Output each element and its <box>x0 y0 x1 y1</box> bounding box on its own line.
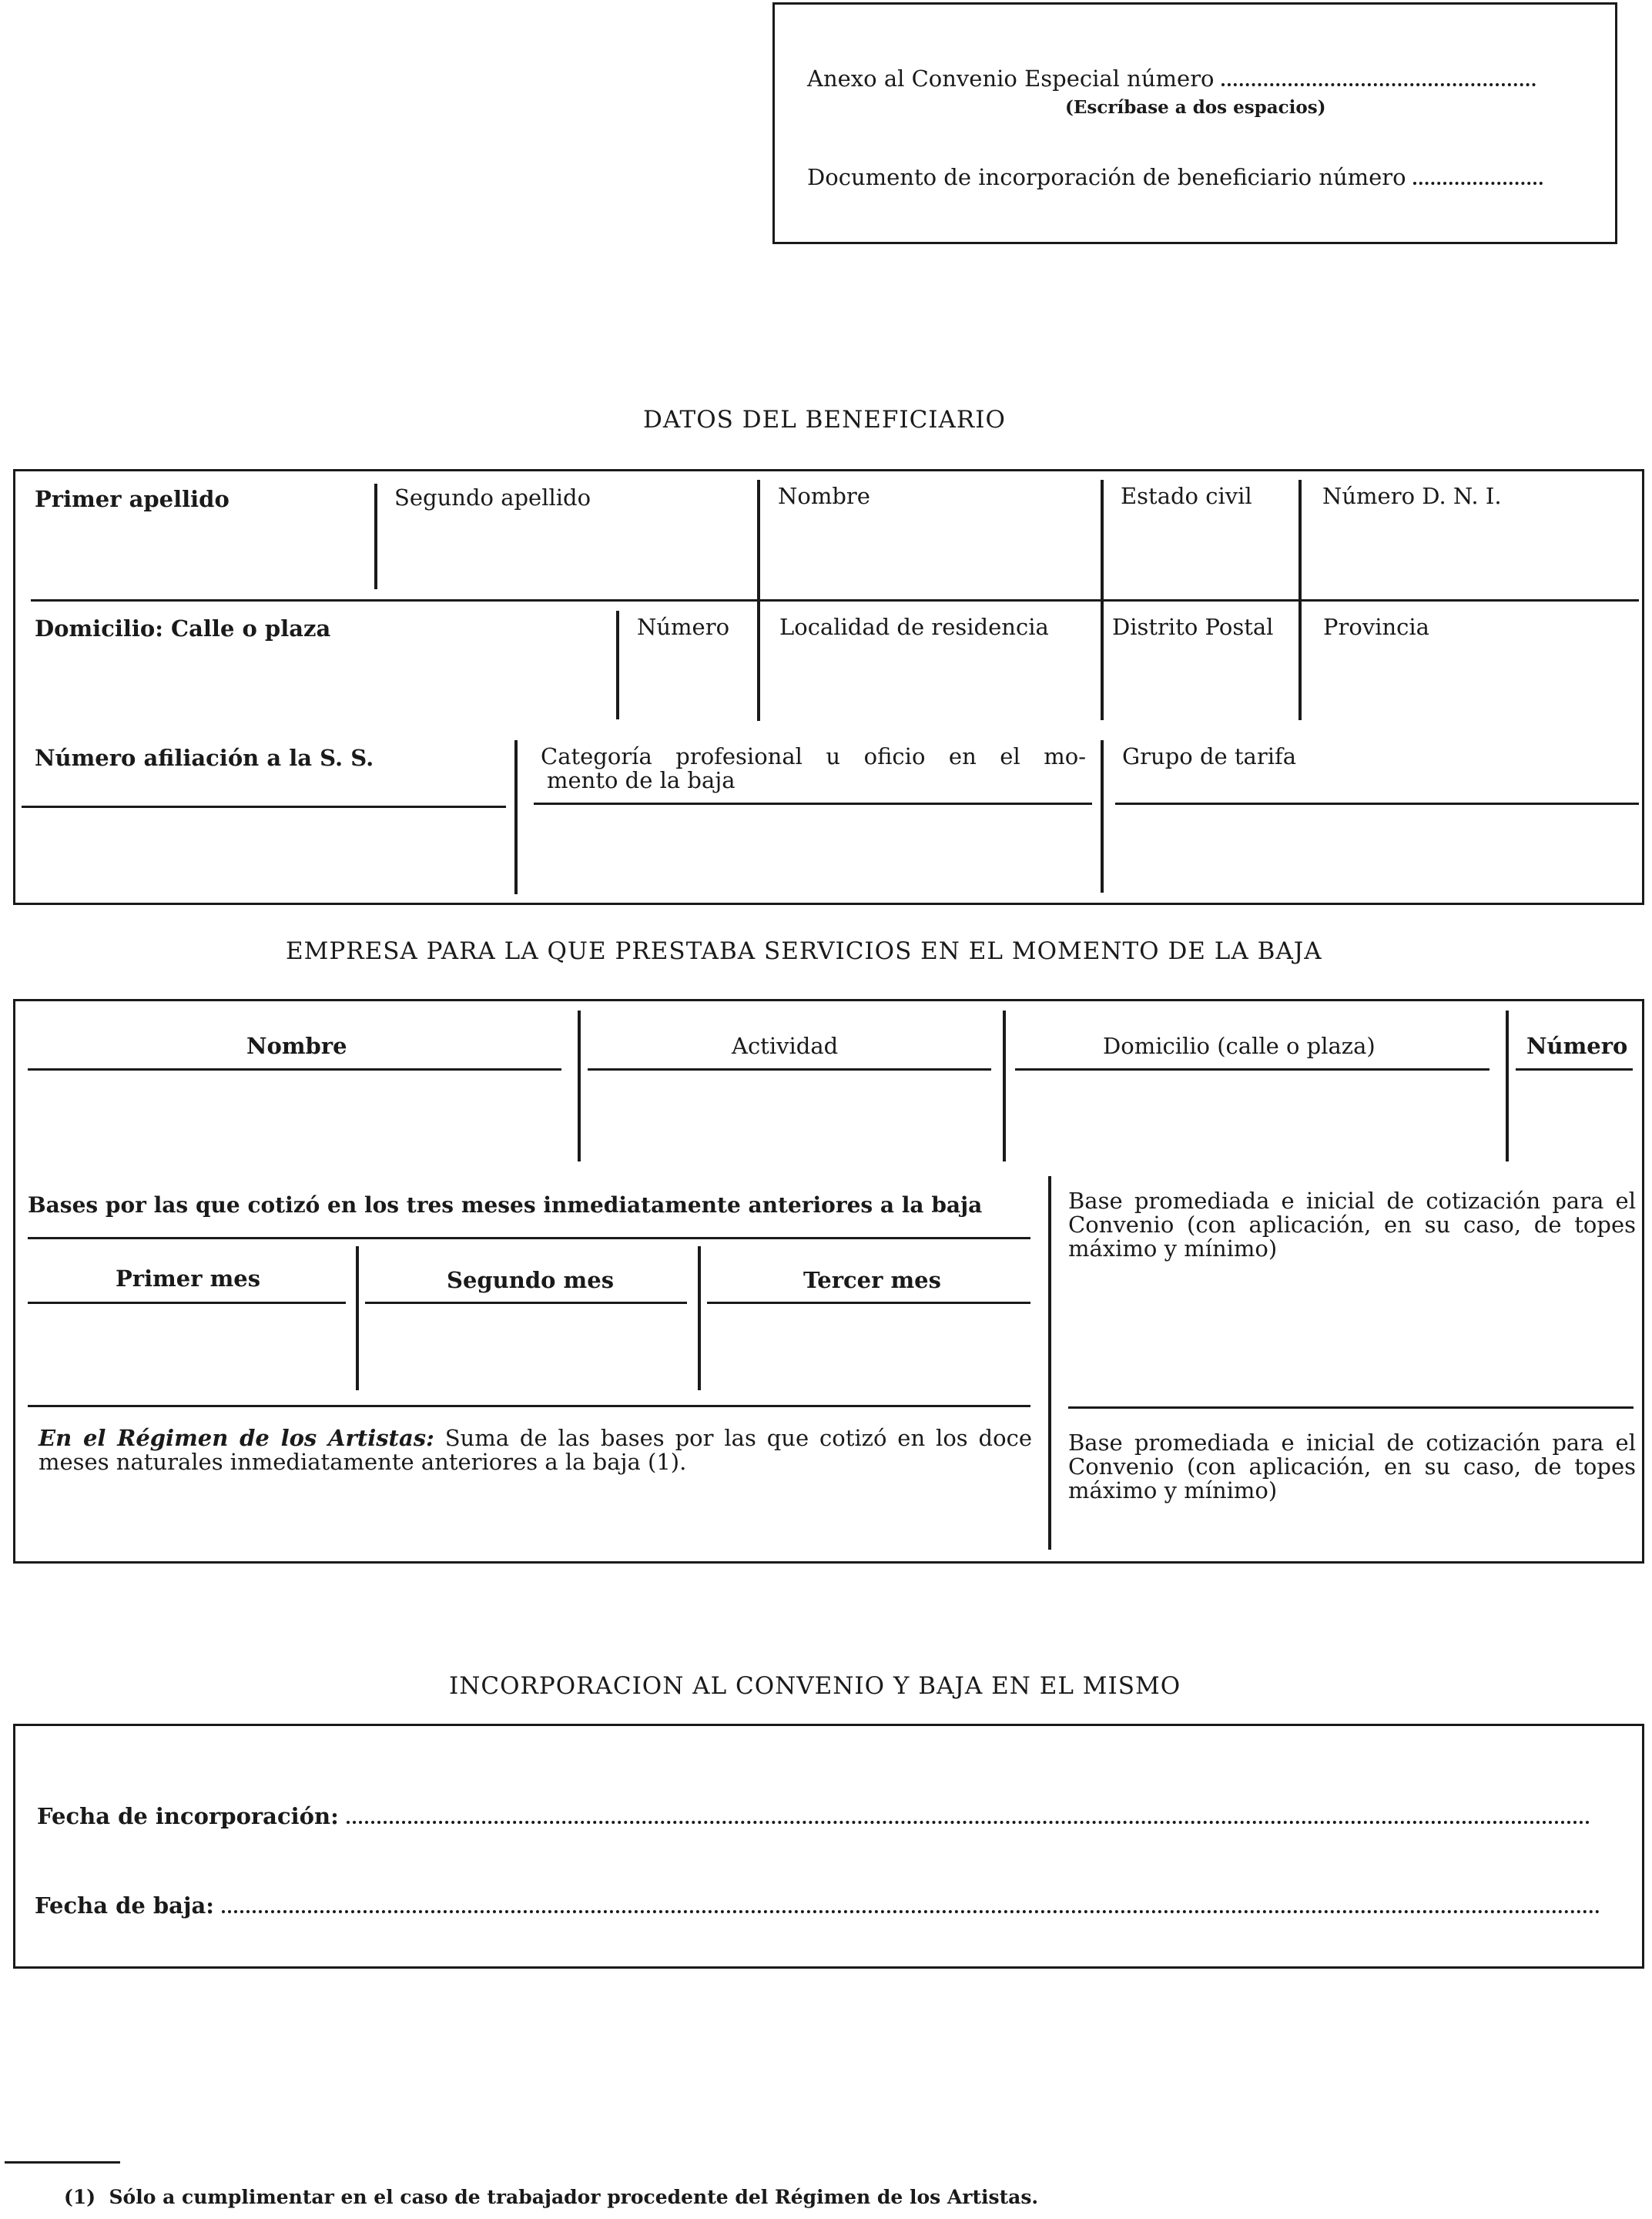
divider <box>1506 1011 1509 1161</box>
header-box <box>772 2 1617 244</box>
incorporacion-table <box>13 1724 1644 1969</box>
convenio-number-label: Anexo al Convenio Especial número <box>807 65 1215 92</box>
segundo-apellido-label: Segundo apellido <box>394 484 591 511</box>
estado-civil-label: Estado civil <box>1121 483 1252 509</box>
fecha-incorporacion-dots <box>347 1821 1590 1824</box>
categoria-label-line1: Categoría profesional u oficio en el mo- <box>541 743 1086 769</box>
empresa-domicilio-entry-line[interactable] <box>1015 1068 1489 1071</box>
fecha-baja-dots <box>222 1910 1600 1913</box>
grupo-tarifa-entry-line[interactable] <box>1115 803 1639 805</box>
numero-dni-label: Número D. N. I. <box>1322 483 1502 509</box>
empresa-nombre-entry-line[interactable] <box>28 1068 561 1071</box>
artistas-body: Suma de las bases por las que cotizó en los doce meses naturales inmediatamente anteriores a la baja (1). <box>39 1425 1032 1475</box>
empresa-nombre-label: Nombre <box>246 1033 347 1059</box>
fecha-incorporacion-label: Fecha de incorporación: <box>37 1803 339 1829</box>
divider <box>514 740 518 894</box>
dni-entry-line[interactable] <box>31 599 1639 602</box>
tercer-mes-label: Tercer mes <box>803 1267 941 1293</box>
empresa-numero-label: Número <box>1526 1033 1628 1059</box>
fecha-baja-field[interactable] <box>35 1893 1600 1919</box>
primer-apellido-label: Primer apellido <box>35 486 230 512</box>
base-promediada-text-2: Base promediada e inicial de cotización para el Convenio (con aplicación, en su caso, de topes máximo y mínimo) <box>1068 1430 1636 1503</box>
divider <box>356 1246 359 1390</box>
distrito-postal-label: Distrito Postal <box>1112 614 1274 640</box>
documento-number-field[interactable] <box>807 165 1543 190</box>
empresa-title: EMPRESA PARA LA QUE PRESTABA SERVICIOS EN EL MOMENTO DE LA BAJA <box>286 937 1322 965</box>
afiliacion-entry-line[interactable] <box>22 806 506 808</box>
empresa-numero-entry-line[interactable] <box>1516 1068 1633 1071</box>
footnote-marker: (1) <box>64 2186 96 2208</box>
beneficiario-table <box>13 469 1644 905</box>
artistas-italic-label: En el Régimen de los Artistas: <box>39 1425 434 1451</box>
footnote-separator <box>5 2161 120 2164</box>
tercer-mes-entry-line[interactable] <box>707 1302 1030 1304</box>
bases-divider-line <box>28 1237 1030 1239</box>
beneficiario-title: DATOS DEL BENEFICIARIO <box>643 406 1006 434</box>
divider <box>616 611 619 719</box>
primer-mes-entry-line[interactable] <box>28 1302 346 1304</box>
divider <box>1003 1011 1006 1161</box>
convenio-number-field[interactable] <box>807 66 1536 92</box>
artistas-text <box>39 1426 1032 1474</box>
provincia-label: Provincia <box>1323 614 1429 640</box>
base-promediada-text-1: Base promediada e inicial de cotización para el Convenio (con aplicación, en su caso, de topes máximo y mínimo) <box>1068 1188 1636 1262</box>
footnote-text: Sólo a cumplimentar en el caso de trabajador procedente del Régimen de los Artistas. <box>109 2186 1039 2208</box>
fecha-incorporacion-field[interactable] <box>37 1804 1590 1829</box>
documento-number-label: Documento de incorporación de beneficiario número <box>807 164 1406 190</box>
empresa-actividad-label: Actividad <box>732 1033 839 1059</box>
incorporacion-title: INCORPORACION AL CONVENIO Y BAJA EN EL MISMO <box>449 1672 1181 1700</box>
afiliacion-label: Número afiliación a la S. S. <box>35 745 374 771</box>
empresa-actividad-entry-line[interactable] <box>588 1068 991 1071</box>
nombre-label: Nombre <box>778 483 870 509</box>
primer-mes-label: Primer mes <box>116 1265 261 1292</box>
convenio-number-dots <box>1221 83 1536 86</box>
divider <box>374 484 377 589</box>
fecha-baja-label: Fecha de baja: <box>35 1892 214 1919</box>
categoria-label-line2: mento de la baja <box>547 767 736 793</box>
localidad-label: Localidad de residencia <box>779 614 1049 640</box>
bases-title: Bases por las que cotizó en los tres meses inmediatamente anteriores a la baja <box>28 1192 983 1218</box>
footnote <box>64 2184 1038 2210</box>
documento-number-dots <box>1413 182 1543 185</box>
segundo-mes-entry-line[interactable] <box>365 1302 687 1304</box>
divider <box>1048 1176 1051 1550</box>
bases-bottom-line <box>28 1405 1030 1407</box>
divider <box>578 1011 581 1161</box>
base-promediada-entry-line[interactable] <box>1068 1406 1634 1409</box>
divider <box>698 1246 701 1390</box>
segundo-mes-label: Segundo mes <box>447 1267 615 1293</box>
convenio-number-note: (Escríbase a dos espacios) <box>1065 97 1326 118</box>
domicilio-label: Domicilio: Calle o plaza <box>35 615 331 642</box>
numero-label: Número <box>637 614 730 640</box>
grupo-tarifa-label: Grupo de tarifa <box>1122 743 1296 769</box>
divider <box>1101 740 1104 893</box>
categoria-entry-line[interactable] <box>534 803 1092 805</box>
empresa-domicilio-label: Domicilio (calle o plaza) <box>1103 1033 1376 1059</box>
